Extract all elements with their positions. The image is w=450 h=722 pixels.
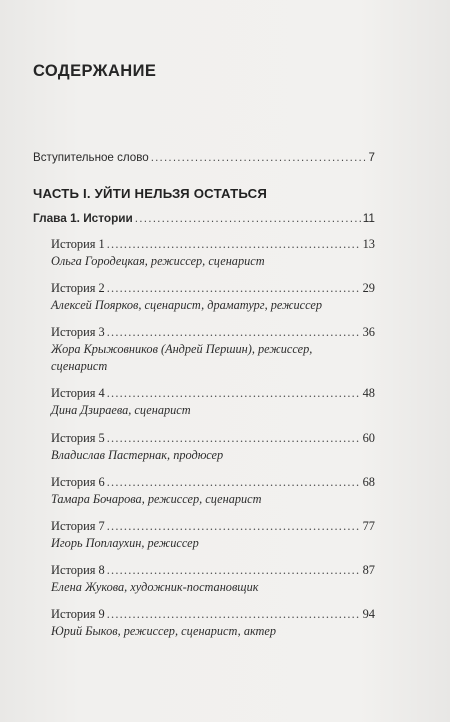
toc-entry: [51, 563, 375, 596]
entry-page: 87: [362, 563, 375, 577]
entry-title: История 9: [51, 607, 105, 621]
entry-author: Тамара Бочарова, режиссер, сценарист: [51, 492, 262, 506]
toc-entry: [51, 281, 375, 314]
dot-leader: [107, 237, 361, 252]
entry-line: [51, 237, 375, 252]
entry-page: 60: [362, 431, 375, 445]
entry-line: [51, 607, 375, 622]
entry-page: 94: [362, 607, 375, 621]
entry-line: [51, 281, 375, 296]
entry-page: 29: [362, 281, 375, 295]
entry-page: 77: [362, 519, 375, 533]
toc-entry: [51, 475, 375, 508]
dot-leader: [135, 211, 361, 226]
entry-title: История 8: [51, 563, 105, 577]
entry-line: [51, 386, 375, 401]
toc-entry: [51, 431, 375, 464]
dot-leader: [107, 475, 361, 490]
intro-title: Вступительное слово: [33, 151, 149, 164]
entry-author: Алексей Поярков, сценарист, драматург, режиссер: [51, 298, 322, 312]
entry-author: Елена Жукова, художник-постановщик: [51, 580, 259, 594]
entry-author: Владислав Пастернак, продюсер: [51, 448, 224, 462]
dot-leader: [107, 431, 361, 446]
entry-title: История 4: [51, 386, 105, 400]
entry-title: История 1: [51, 237, 105, 251]
toc-intro-line: [33, 150, 375, 165]
dot-leader: [107, 325, 361, 340]
toc-entry: [51, 386, 375, 419]
entry-line: [51, 563, 375, 578]
toc-entry: [51, 519, 375, 552]
entry-page: 68: [362, 475, 375, 489]
dot-leader: [151, 150, 367, 165]
toc-entry: [51, 237, 375, 270]
entry-author: Юрий Быков, режиссер, сценарист, актер: [51, 624, 277, 638]
toc-chapter-line: [33, 211, 375, 226]
entry-title: История 6: [51, 475, 105, 489]
entry-author: Игорь Поплаухин, режиссер: [51, 536, 199, 550]
entry-title: История 5: [51, 431, 105, 445]
entry-title: История 7: [51, 519, 105, 533]
dot-leader: [107, 281, 361, 296]
entry-page: 48: [362, 386, 375, 400]
entry-line: [51, 325, 375, 340]
toc-entry: [51, 325, 375, 375]
entry-title: История 3: [51, 325, 105, 339]
entry-line: [51, 431, 375, 446]
dot-leader: [107, 563, 361, 578]
entry-author: Жора Крыжовников (Андрей Першин), режиссер, сценарист: [51, 342, 313, 373]
entry-author: Ольга Городецкая, режиссер, сценарист: [51, 254, 265, 268]
chapter-title: Глава 1. Истории: [33, 211, 133, 225]
entry-page: 36: [362, 325, 375, 339]
intro-page: 7: [368, 151, 375, 164]
toc-heading: СОДЕРЖАНИЕ: [33, 62, 157, 80]
toc-entry: [51, 607, 375, 640]
chapter-page: 11: [362, 211, 375, 225]
entry-title: История 2: [51, 281, 105, 295]
entry-author: Дина Дзираева, сценарист: [51, 403, 191, 417]
dot-leader: [107, 607, 361, 622]
dot-leader: [107, 386, 361, 401]
dot-leader: [107, 519, 361, 534]
entry-line: [51, 475, 375, 490]
part-title: ЧАСТЬ I. УЙТИ НЕЛЬЗЯ ОСТАТЬСЯ: [33, 186, 268, 201]
entry-page: 13: [362, 237, 375, 251]
entry-line: [51, 519, 375, 534]
